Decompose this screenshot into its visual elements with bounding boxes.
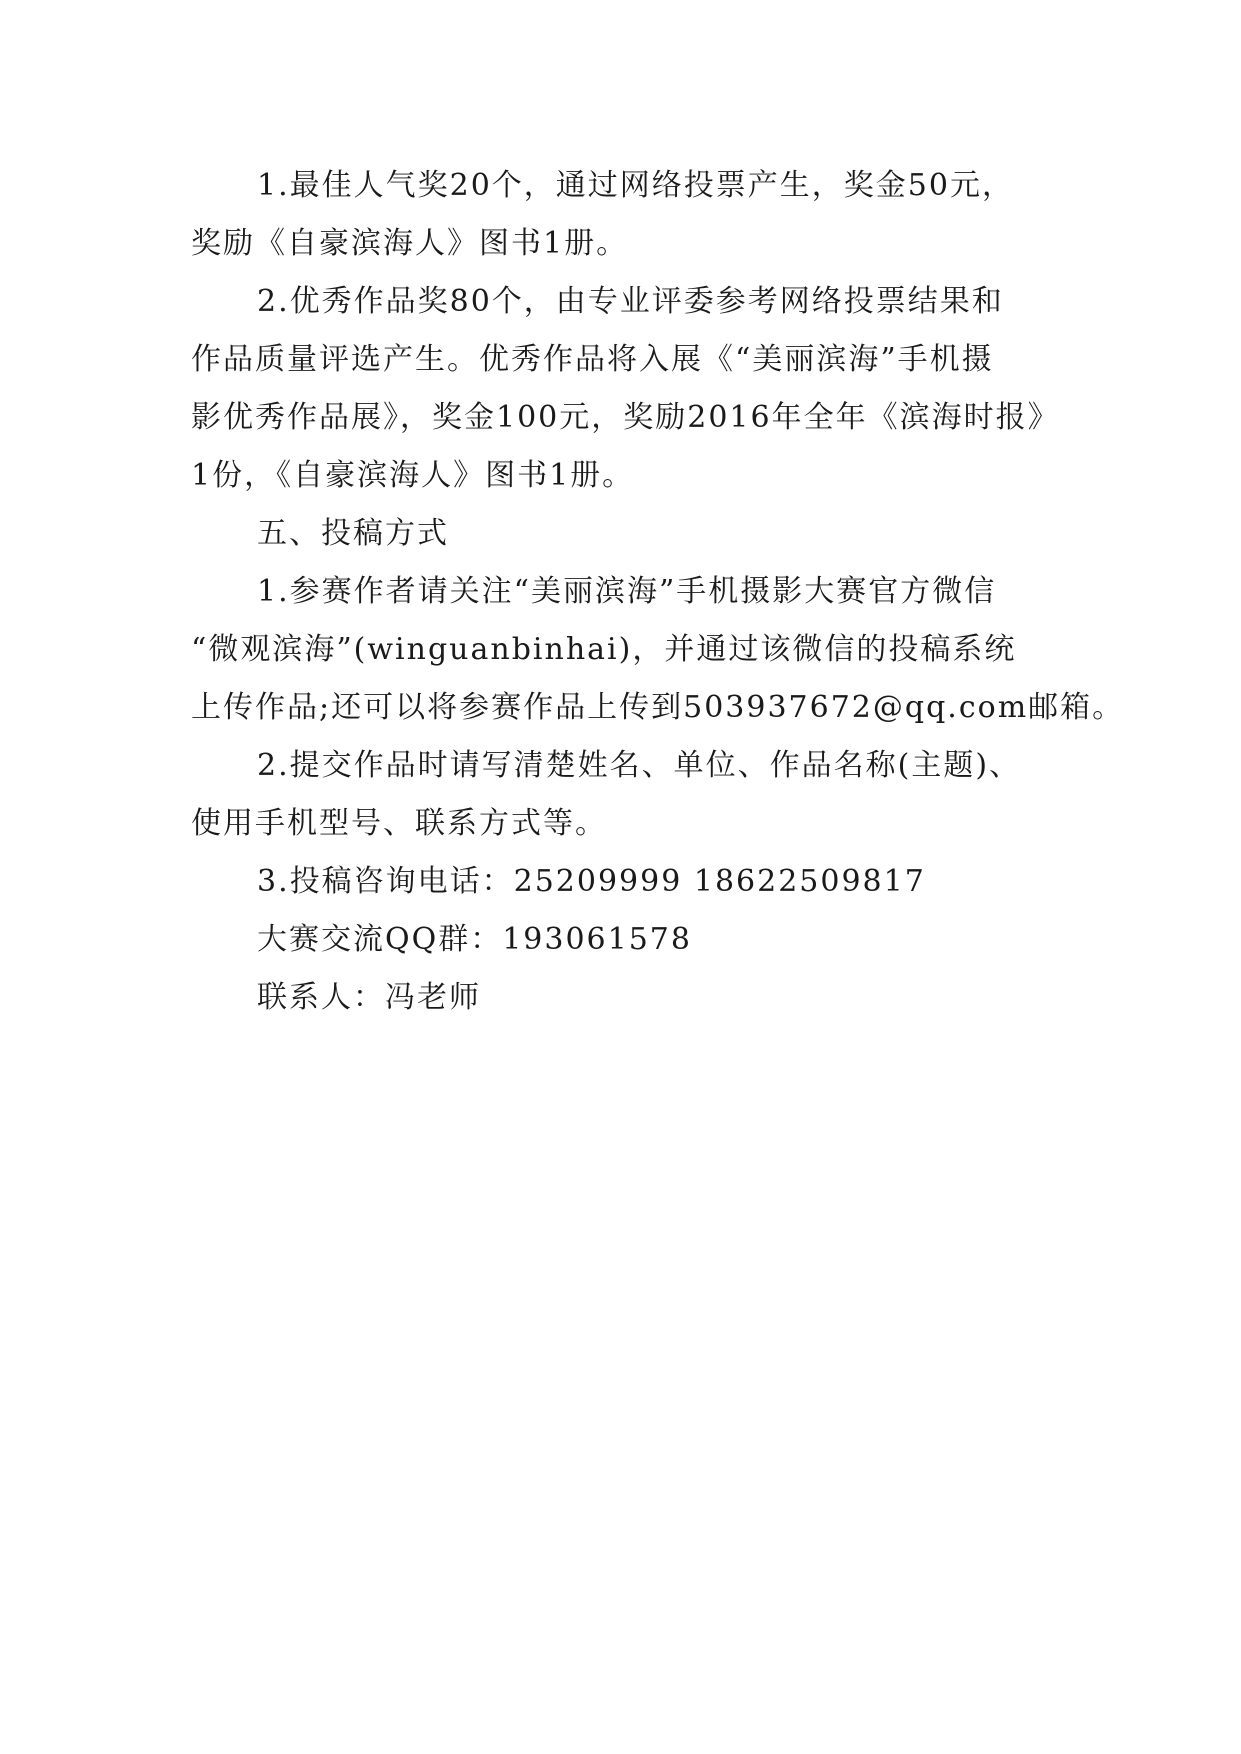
text-line: “微观滨海”(winguanbinhai)，并通过该微信的投稿系统 xyxy=(191,632,1017,667)
paragraph-award-excellent xyxy=(191,273,1060,505)
document-body xyxy=(191,157,1125,1027)
text-line: 1.最佳人气奖20个，通过网络投票产生，奖金50元， xyxy=(257,168,1014,203)
phone-line: 3.投稿咨询电话：25209999 18622509817 xyxy=(257,864,926,899)
text-line: 使用手机型号、联系方式等。 xyxy=(191,806,607,841)
paragraph-contact-person xyxy=(191,969,1053,1027)
section-heading-submission xyxy=(191,505,1053,563)
text-line: 2.优秀作品奖80个，由专业评委参考网络投票结果和 xyxy=(257,284,1004,319)
text-line: 上传作品;还可以将参赛作品上传到503937672@qq.com邮箱。 xyxy=(191,690,1125,725)
paragraph-qq-group xyxy=(191,911,1053,969)
paragraph-submission-requirements xyxy=(191,737,1053,853)
text-line: 作品质量评选产生。优秀作品将入展《“美丽滨海”手机摄 xyxy=(191,342,994,377)
contact-person-line: 联系人：冯老师 xyxy=(257,980,481,1015)
paragraph-submission-wechat xyxy=(191,563,1125,737)
paragraph-award-popularity xyxy=(191,157,1053,273)
section-heading: 五、投稿方式 xyxy=(257,516,449,551)
text-line: 1.参赛作者请关注“美丽滨海”手机摄影大赛官方微信 xyxy=(257,574,997,609)
text-line: 奖励《自豪滨海人》图书1册。 xyxy=(191,226,629,261)
paragraph-submission-phone xyxy=(191,853,1053,911)
text-line: 2.提交作品时请写清楚姓名、单位、作品名称(主题)、 xyxy=(257,748,1022,783)
text-line: 1份，《自豪滨海人》图书1册。 xyxy=(191,458,635,493)
qq-group-line: 大赛交流QQ群：193061578 xyxy=(257,922,692,957)
text-line: 影优秀作品展》，奖金100元，奖励2016年全年《滨海时报》 xyxy=(191,400,1060,435)
